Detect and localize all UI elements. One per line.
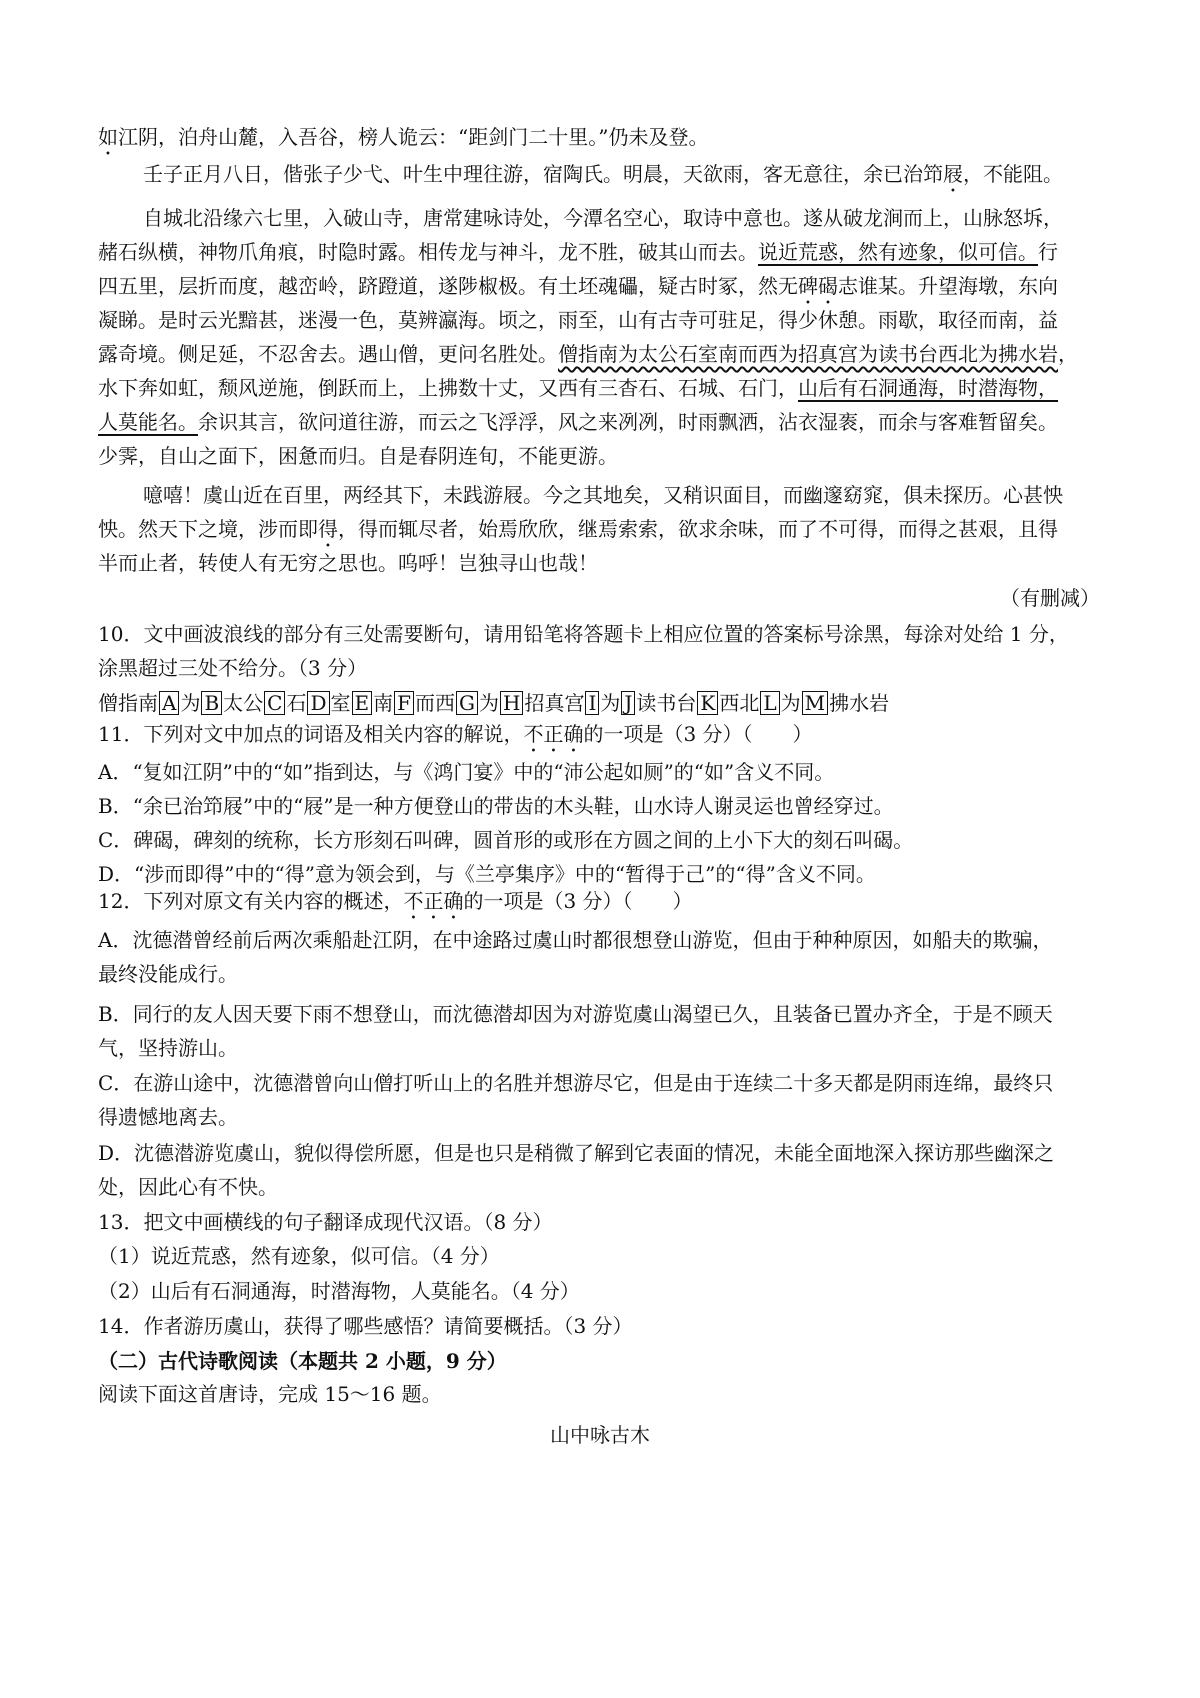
passage-text: ，得而辄尽者，始焉欣欣，继焉索索，欲求余味，而了不可得，而得之甚艰，且得 (338, 517, 1058, 541)
passage-text: 怏。然天下之境，涉而即 (98, 517, 318, 541)
underlined-sentence-2-end: 人莫能名。 (98, 410, 198, 434)
segment-text: 而西 (415, 691, 456, 715)
passage-line-p3-2 (98, 238, 1058, 266)
passage-line-p3-1: 自城北沿缘六七里，入破山寺，唐常建咏诗处，今潭名空心，取诗中意也。遂从破龙涧而上，山脉怒坼， (143, 206, 1063, 230)
segment-text: 为 (180, 691, 201, 715)
abridged-note: （有删减） (1000, 586, 1100, 610)
q13-stem: 13．把文中画横线的句子翻译成现代汉语。（8 分） (98, 1210, 553, 1234)
passage-line-0 (98, 123, 708, 160)
poem-title: 山中咏古木 (550, 1423, 650, 1447)
segment-text: 南 (373, 691, 394, 715)
passage-text: ， (1058, 342, 1078, 366)
segment-text: 僧指南 (98, 691, 158, 715)
emphasis-not-correct: 不正确 (523, 722, 584, 746)
q13-sentence-2: （2）山后有石洞通海，时潜海物，人莫能名。（4 分） (98, 1279, 580, 1303)
segment-text: 太公 (223, 691, 264, 715)
passage-line-p3-8: 少霁，自山之面下，困惫而归。自是春阴连旬，不能更游。 (98, 444, 618, 468)
passage-text: 露奇境。侧足延，不忍舍去。遇山僧，更问名胜处。 (98, 342, 558, 366)
passage-line-p3-4: 凝睇。是时云光黯甚，迷漫一色，莫辨瀛海。顷之，雨至，山有古寺可驻足，得少休憩。雨歇，取径而南，益 (98, 308, 1058, 332)
emphasis-not-correct: 不正确 (403, 889, 464, 913)
q10-stem-line-2: 涂黑超过三处不给分。（3 分） (98, 656, 368, 680)
break-option-D[interactable]: D (307, 691, 329, 715)
dotted-word: 碑碣 (798, 274, 838, 298)
q12-option-d-line-2[interactable]: 处，因此心有不快。 (98, 1175, 278, 1199)
q12-option-c-line-1[interactable]: C．在游山途中，沈德潜曾向山僧打听山上的名胜并想游尽它，但是由于连续二十多天都是阴雨连绵，最终只 (98, 1071, 1054, 1095)
question-text: 的一项是（3 分）（ ） (463, 889, 693, 913)
dotted-char: 屐 (943, 162, 963, 186)
passage-text: 水下奔如虹，颓风逆施，倒跃而上，上拂数十丈，又西有三杳石、石城、石门， (98, 376, 798, 400)
break-option-A[interactable]: A (159, 691, 179, 715)
break-option-K[interactable]: K (697, 691, 718, 715)
passage-line-p3-6 (98, 374, 1058, 402)
q14-stem: 14．作者游历虞山，获得了哪些感悟？请简要概括。（3 分） (98, 1314, 633, 1338)
passage-line-p3-5 (98, 340, 1078, 368)
break-option-G[interactable]: G (456, 691, 478, 715)
q11-option-a[interactable]: A．“复如江阴”中的“如”指到达，与《鸿门宴》中的“沛公起如厕”的“如”含义不同。 (98, 760, 835, 784)
break-option-C[interactable]: C (264, 691, 285, 715)
passage-line-p2 (143, 160, 1063, 197)
break-option-J[interactable]: J (621, 691, 635, 715)
passage-line-p3-7 (98, 408, 1058, 436)
passage-line-p4-3: 半而止者，转使人有无穷之思也。呜呼！岂独寻山也哉！ (98, 551, 598, 575)
segment-text: 石 (286, 691, 307, 715)
break-option-E[interactable]: E (352, 691, 373, 715)
break-option-L[interactable]: L (760, 691, 779, 715)
question-text: 12．下列对原文有关内容的概述， (98, 889, 404, 913)
segment-text: 读书台 (636, 691, 697, 715)
segment-text: 为 (780, 691, 801, 715)
passage-text: ，不能阻。 (963, 162, 1063, 186)
break-option-M[interactable]: M (802, 691, 828, 715)
question-text: 的一项是（3 分）（ ） (583, 722, 813, 746)
q13-sentence-1: （1）说近荒惑，然有迹象，似可信。（4 分） (98, 1244, 500, 1268)
passage-text: 壬子正月八日，偕张子少弋、叶生中理往游，宿陶氏。明晨，天欲雨，客无意往，余已治笻 (143, 162, 943, 186)
q11-option-c[interactable]: C．碑碣，碑刻的统称，长方形刻石叫碑，圆首形的或形在方圆之间的上小下大的刻石叫碣。 (98, 828, 914, 852)
q11-option-b[interactable]: B．“余已治笻屐”中的“屐”是一种方便登山的带齿的木头鞋，山水诗人谢灵运也曾经穿过。 (98, 794, 894, 818)
segment-text: 西北 (719, 691, 760, 715)
section-intro: 阅读下面这首唐诗，完成 15～16 题。 (98, 1382, 442, 1406)
wavy-underlined-segment: 僧指南为太公石室南而西为招真宫为读书台西北为拂水岩 (558, 342, 1058, 366)
passage-line-p4-2 (98, 515, 1058, 552)
underlined-sentence-2: 山后有石洞通海，时潜海物， (798, 376, 1058, 400)
q12-stem (98, 887, 693, 924)
q12-option-b-line-1[interactable]: B．同行的友人因天要下雨不想登山，而沈德潜却因为对游览虞山渴望已久，且装备已置办齐全，于是不顾天 (98, 1002, 1053, 1026)
segment-text: 为 (479, 691, 499, 715)
q12-option-c-line-2[interactable]: 得遗憾地离去。 (98, 1105, 238, 1129)
q12-option-b-line-2[interactable]: 气，坚持游山。 (98, 1036, 238, 1060)
dotted-char: 如 (98, 125, 118, 149)
passage-text: 江阴，泊舟山麓，入吾谷，榜人诡云：“距剑门二十里。”仍未及登。 (118, 125, 709, 149)
passage-text: 四五里，层折而度，越峦岭，跻蹬道，遂陟椒极。有土坯魂礧，疑古时冢，然无 (98, 274, 798, 298)
break-option-F[interactable]: F (394, 691, 414, 715)
passage-line-p3-3 (98, 272, 1058, 309)
q12-option-d-line-1[interactable]: D．沈德潜游览虞山，貌似得偿所愿，但是也只是稍微了解到它表面的情况，未能全面地深入探访那些幽深之 (98, 1141, 1055, 1165)
q11-stem (98, 720, 813, 757)
passage-text: 赭石纵横，神物爪角痕，时隐时露。相传龙与神斗，龙不胜，破其山而去。 (98, 240, 758, 264)
q10-stem-line-1: 10．文中画波浪线的部分有三处需要断句，请用铅笔将答题卡上相应位置的答案标号涂黑，每涂对处给 1 分， (98, 622, 1069, 646)
q12-option-a-line-1[interactable]: A．沈德潜曾经前后两次乘船赴江阴，在中途路过虞山时都很想登山游览，但由于种种原因，如船夫的欺骗， (98, 928, 1053, 952)
segment-text: 室 (330, 691, 351, 715)
q11-option-d[interactable]: D．“涉而即得”中的“得”意为领会到，与《兰亭集序》中的“暂得于己”的“得”含义不同。 (98, 862, 876, 886)
q10-segment-row (98, 689, 889, 717)
underlined-sentence-1: 说近荒惑，然有迹象，似可信。 (758, 240, 1038, 264)
passage-text: 余识其言，欲问道往游，而云之飞浮浮，风之来冽冽，时雨飘洒，沾衣湿袠，而余与客难暂留矣。 (198, 410, 1058, 434)
question-text: 11．下列对文中加点的词语及相关内容的解说， (98, 722, 524, 746)
passage-text: 志谁某。升望海墩，东向 (838, 274, 1058, 298)
dotted-char: 得 (318, 517, 338, 541)
break-option-H[interactable]: H (500, 691, 523, 715)
segment-text: 拂水岩 (829, 691, 890, 715)
segment-text: 为 (600, 691, 621, 715)
passage-line-p4-1: 噫嘻！虞山近在百里，两经其下，未践游屐。今之其地矣，又稍识面目，而幽邃窈窕，俱未探历。心甚怏 (143, 483, 1063, 507)
section-heading: （二）古代诗歌阅读（本题共 2 小题，9 分） (98, 1349, 507, 1373)
passage-text: 行 (1038, 240, 1058, 264)
q12-option-a-line-2[interactable]: 最终没能成行。 (98, 962, 238, 986)
segment-text: 招真宫 (524, 691, 585, 715)
break-option-B[interactable]: B (201, 691, 222, 715)
break-option-I[interactable]: I (585, 691, 599, 715)
